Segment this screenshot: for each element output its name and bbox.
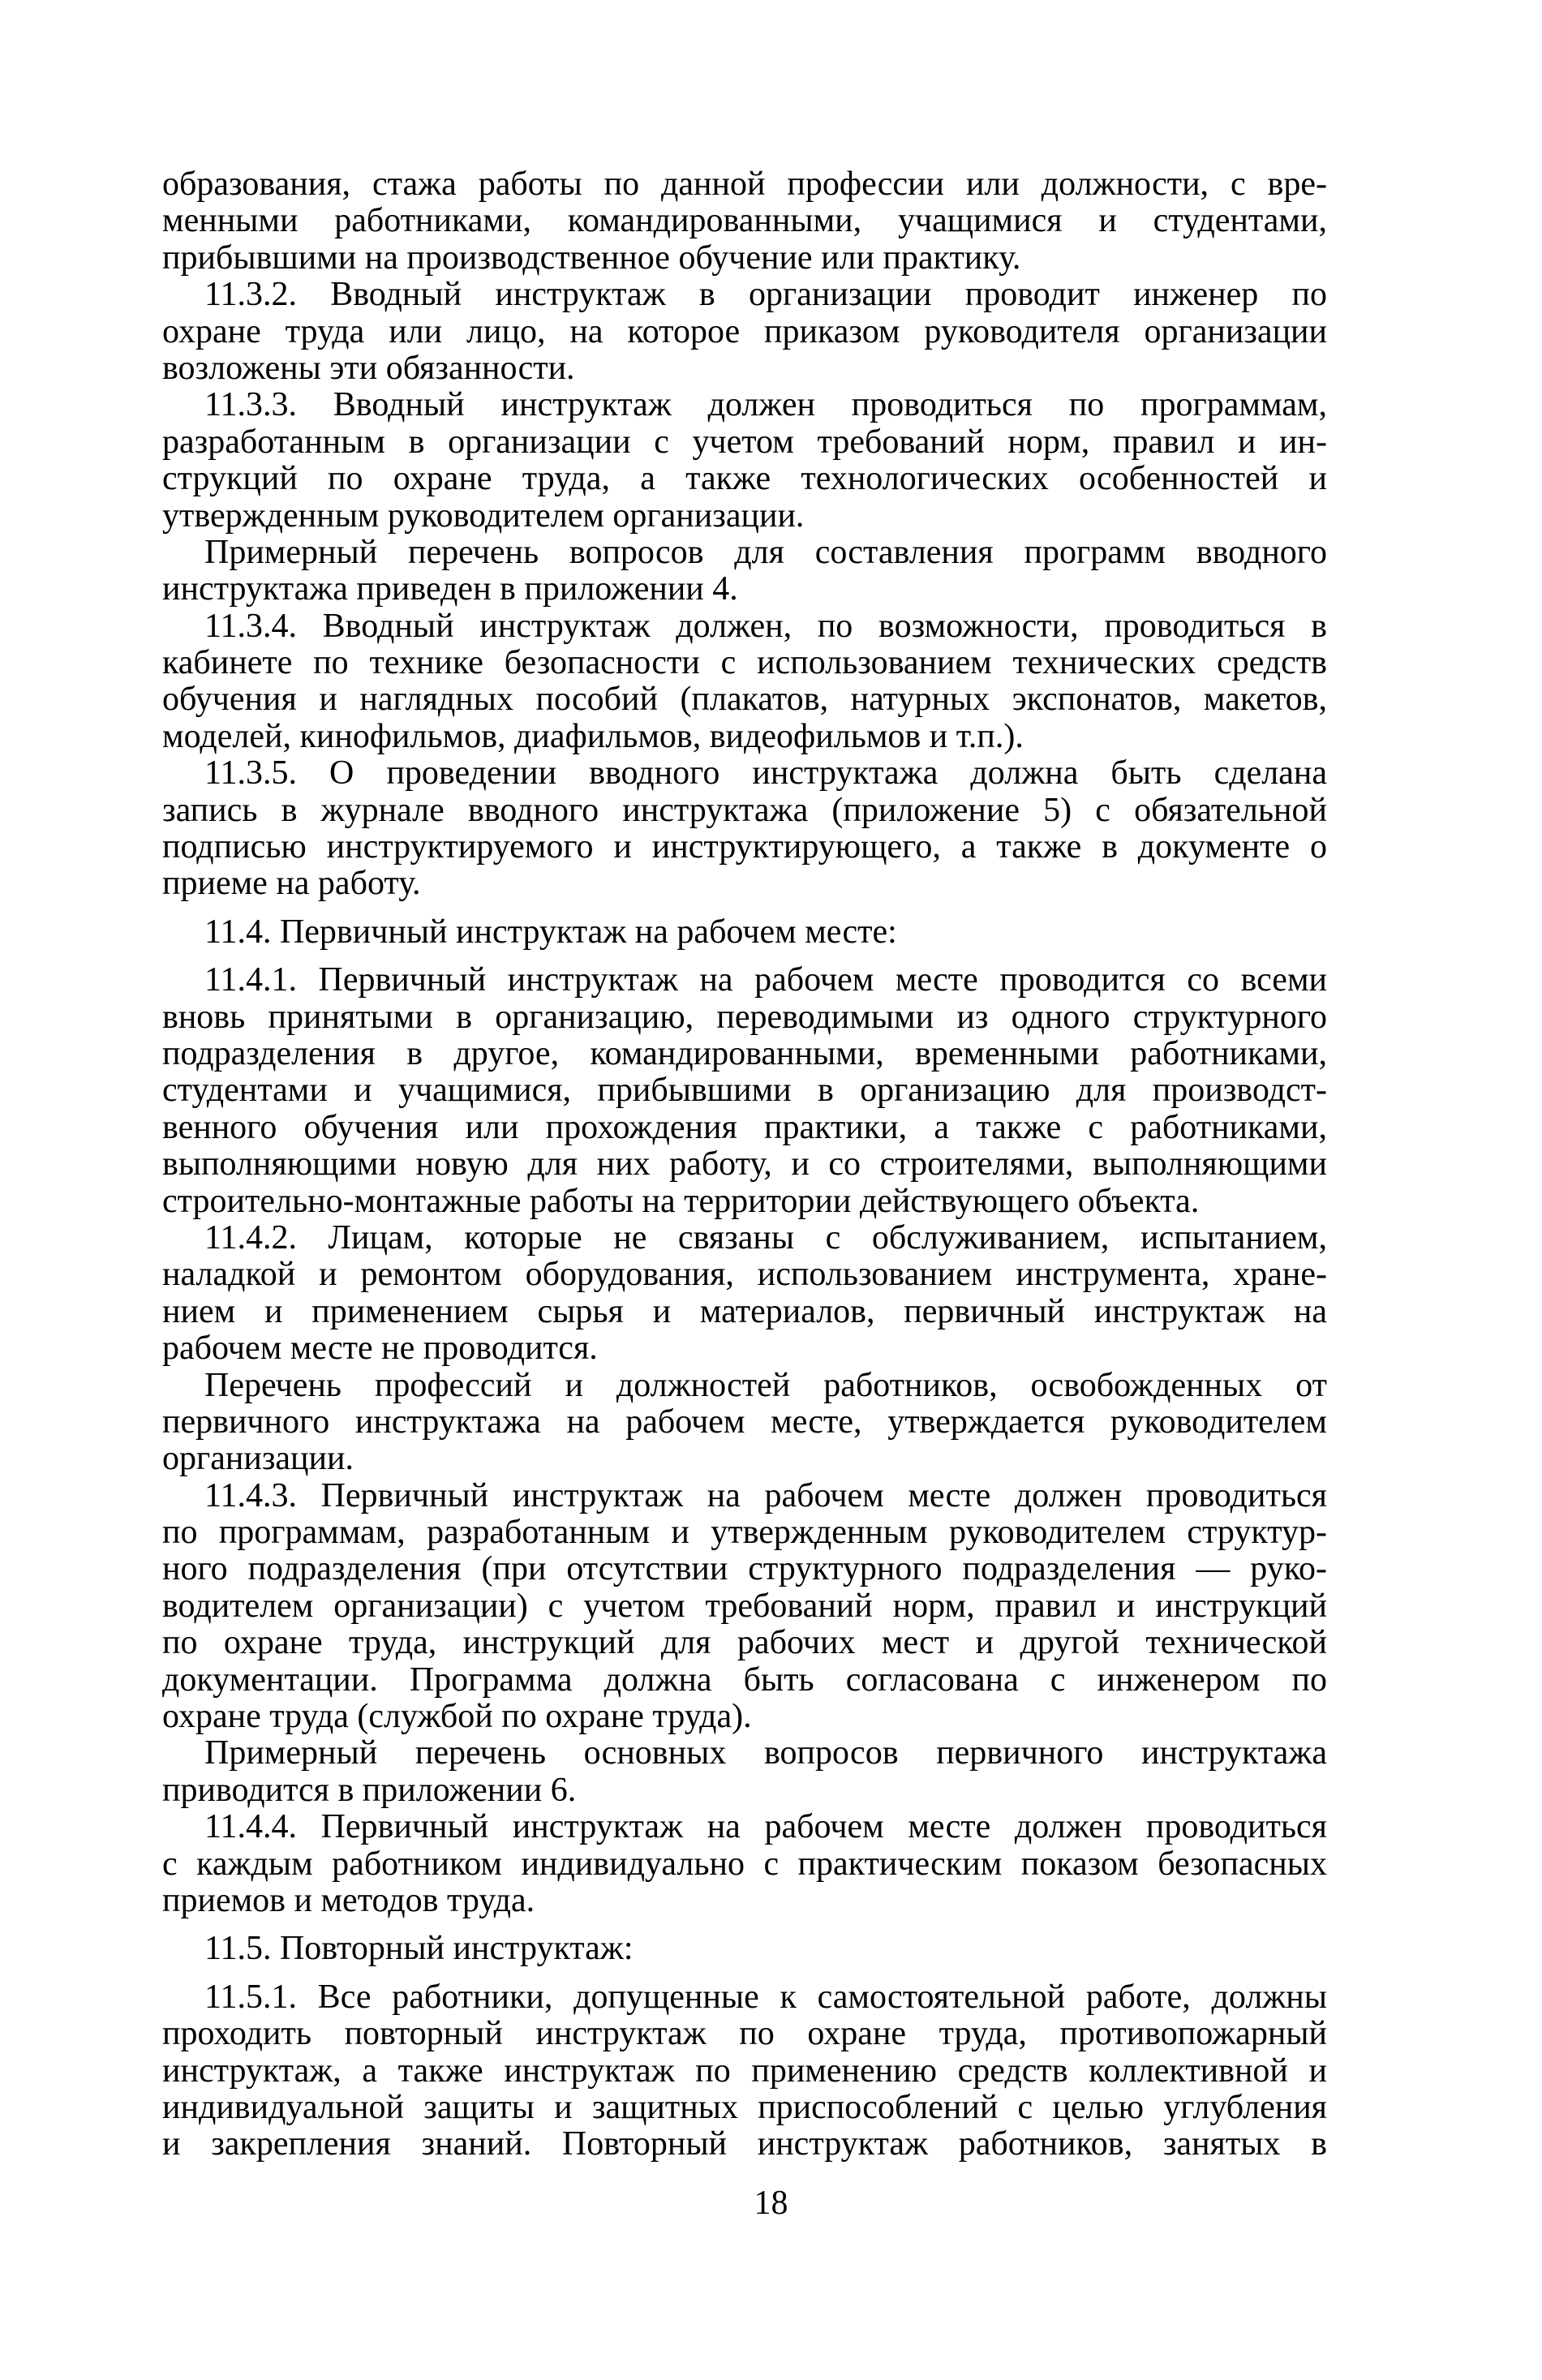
text-line: охране труда (службой по охране труда). [162,1698,752,1736]
text-line: приемов и методов труда. [162,1881,535,1919]
page-number: 18 [754,2185,788,2222]
text-line: документации. Программа должна быть согласована с инженером по [162,1660,1327,1699]
paragraph [162,535,1327,608]
text-line: кабинете по технике безопасности с использованием технических средств [162,644,1327,682]
text-line: приеме на работу. [162,865,421,903]
text-line: выполняющими новую для них работу, и со строителями, выполняющими [162,1145,1327,1184]
text-line: Примерный перечень основных вопросов первичного инструктажа [204,1734,1327,1772]
text-line: подразделения в другое, командированными, временными работниками, [162,1034,1327,1072]
text-line: 11.5.1. Все работники, допущенные к самостоятельной работе, должны [204,1978,1327,2016]
text-line: 11.3.2. Вводный инструктаж в организации проводит инженер по [204,276,1327,314]
text-line: охране труда или лицо, на которое приказом руководителя организации [162,312,1327,350]
text-line: 11.4.4. Первичный инструктаж на рабочем месте должен проводиться [204,1808,1327,1846]
text-line: и закрепления знаний. Повторный инструктаж работников, занятых в [162,2125,1327,2163]
text-line: наладкой и ремонтом оборудования, использованием инструмента, хране- [162,1256,1327,1294]
text-line: вновь принятыми в организацию, переводимыми из одного структурного [162,998,1327,1036]
text-line: по охране труда, инструкций для рабочих мест и другой технической [162,1624,1327,1662]
text-line: водителем организации) с учетом требований норм, правил и инструкций [162,1587,1327,1625]
text-line: 11.4. Первичный инструктаж на рабочем месте: [204,913,897,951]
text-line: ного подразделения (при отсутствии структурного подразделения — руко- [162,1550,1327,1588]
text-line: Примерный перечень вопросов для составления программ вводного [204,533,1327,571]
text-line: нием и применением сырья и материалов, первичный инструктаж на [162,1292,1327,1330]
text-line: прибывшими на производственное обучение или практику. [162,238,1021,277]
paragraph [162,1931,1327,1967]
text-line: запись в журнале вводного инструктажа (приложение 5) с обязательной [162,791,1327,829]
text-line: инструктажа приведен в приложении 4. [162,570,738,608]
text-line: по программам, разработанным и утвержденным руководителем структур- [162,1514,1327,1552]
text-line: менными работниками, командированными, учащимися и студентами, [162,202,1327,240]
paragraph [162,1220,1327,1368]
text-line: 11.3.4. Вводный инструктаж должен, по возможности, проводиться в [204,607,1327,645]
paragraph [162,1979,1327,2163]
paragraph [162,755,1327,903]
text-line: первичного инструктажа на рабочем месте, утверждается руководителем [162,1403,1327,1441]
paragraph [162,962,1327,1220]
text-line: венного обучения или прохождения практики, а также с работниками, [162,1108,1327,1146]
text-line: образования, стажа работы по данной профессии или должности, с вре- [162,165,1327,203]
text-line: моделей, кинофильмов, диафильмов, видеофильмов и т.п.). [162,717,1024,755]
text-line: приводится в приложении 6. [162,1771,577,1809]
text-line: студентами и учащимися, прибывшими в организацию для производст- [162,1072,1327,1110]
document-body [162,166,1327,2163]
text-line: строительно-монтажные работы на территории действующего объекта. [162,1182,1200,1220]
text-line: 11.4.2. Лицам, которые не связаны с обслуживанием, испытанием, [204,1218,1327,1257]
text-line: организации. [162,1440,354,1478]
paragraph [162,166,1327,277]
text-line: струкций по охране труда, а также технологических особенностей и [162,460,1327,498]
text-line: подписью инструктируемого и инструктирующего, а также в документе о [162,828,1327,866]
paragraph [162,387,1327,535]
paragraph [162,1809,1327,1919]
paragraph [162,1478,1327,1736]
text-line: Перечень профессий и должностей работников, освобожденных от [204,1366,1327,1404]
paragraph [162,1735,1327,1809]
text-line: проходить повторный инструктаж по охране труда, противопожарный [162,2015,1327,2053]
text-line: разработанным в организации с учетом требований норм, правил и ин- [162,423,1327,461]
text-line: инструктаж, а также инструктаж по применению средств коллективной и [162,2051,1327,2090]
text-line: 11.5. Повторный инструктаж: [204,1930,634,1968]
text-line: рабочем месте не проводится. [162,1330,598,1368]
paragraph [162,1368,1327,1478]
text-line: утвержденным руководителем организации. [162,496,805,535]
paragraph [162,608,1327,756]
text-line: 11.4.1. Первичный инструктаж на рабочем месте проводится со всеми [204,961,1327,999]
text-line: с каждым работником индивидуально с практическим показом безопасных [162,1845,1327,1883]
paragraph [162,277,1327,387]
text-line: 11.4.3. Первичный инструктаж на рабочем месте должен проводиться [204,1476,1327,1514]
text-line: индивидуальной защиты и защитных приспособлений с целью углубления [162,2088,1327,2126]
paragraph [162,914,1327,951]
text-line: возложены эти обязанности. [162,349,575,387]
text-line: 11.3.5. О проведении вводного инструктажа должна быть сделана [204,754,1327,793]
text-line: обучения и наглядных пособий (плакатов, натурных экспонатов, макетов, [162,681,1327,719]
text-line: 11.3.3. Вводный инструктаж должен проводиться по программам, [204,386,1327,424]
